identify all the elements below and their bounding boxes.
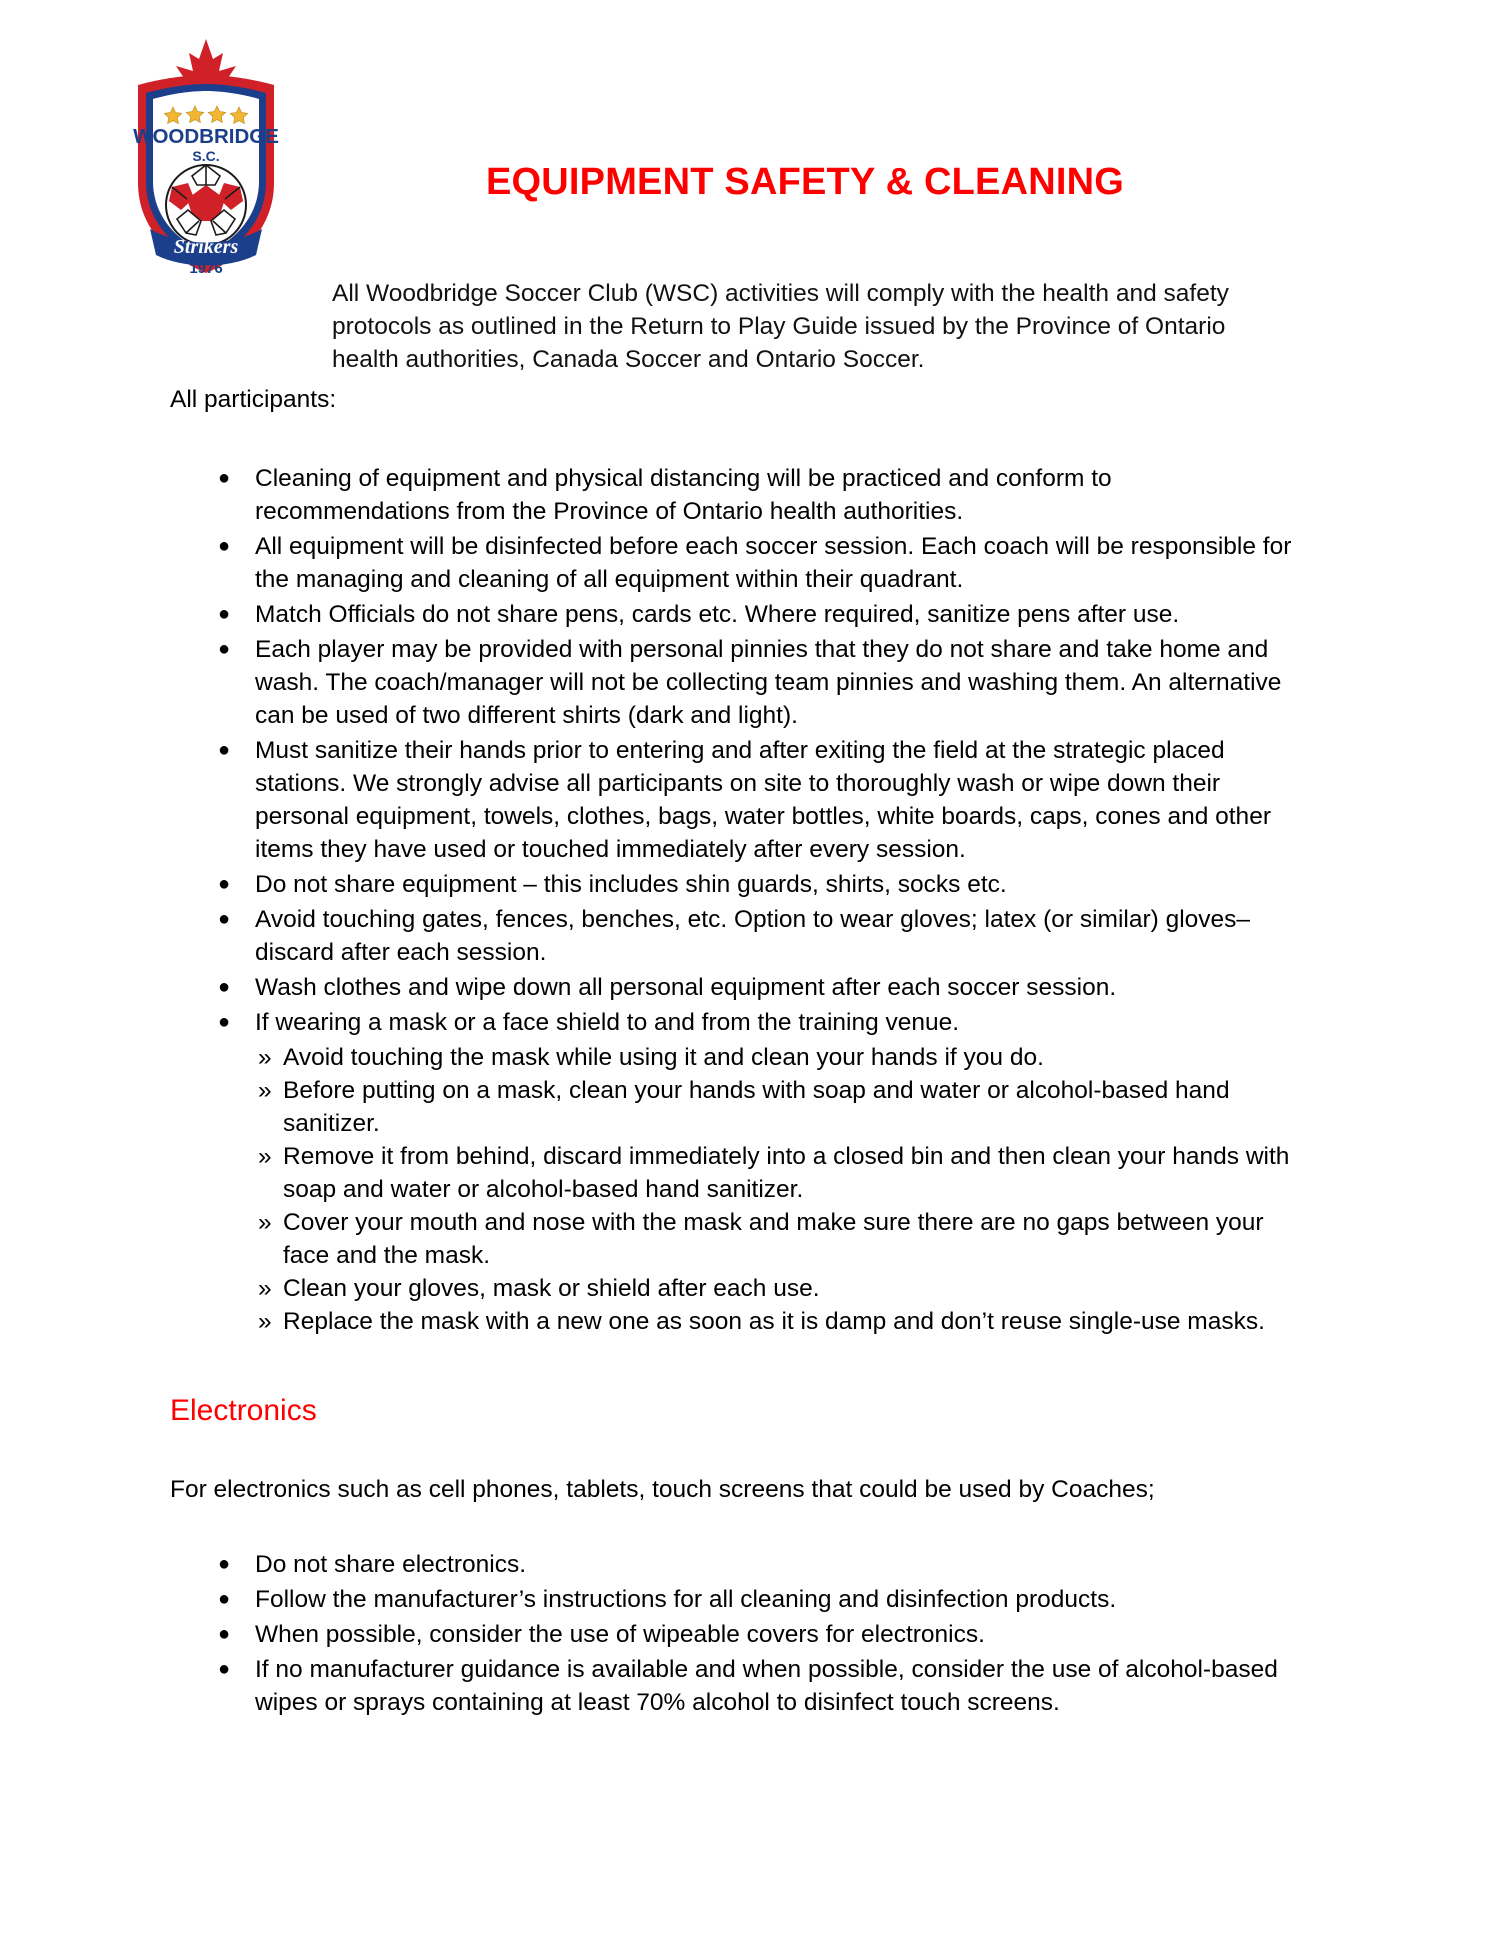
page-title: EQUIPMENT SAFETY & CLEANING	[485, 161, 1125, 204]
sub-list-item	[170, 1074, 1300, 1140]
list-item	[170, 1006, 1300, 1039]
list-item-text: All equipment will be disinfected before each soccer session. Each coach will be responsible for the managing and cleaning of all equipment within their quadrant.	[255, 533, 1292, 593]
double-chevron-icon: »	[258, 1209, 272, 1236]
bullet-dot-icon: ●	[218, 638, 231, 660]
document-body	[170, 383, 1300, 1721]
bullet-dot-icon: ●	[218, 1658, 231, 1680]
bullet-dot-icon: ●	[218, 739, 231, 761]
electronics-intro-paragraph: For electronics such as cell phones, tablets, touch screens that could be used by Coaches;	[170, 1476, 1155, 1503]
list-item-text: Wash clothes and wipe down all personal equipment after each soccer session.	[255, 974, 1117, 1001]
bullet-dot-icon: ●	[218, 976, 231, 998]
list-item	[170, 868, 1300, 901]
list-item-text: If no manufacturer guidance is available and when possible, consider the use of alcohol-based wipes or sprays containing at least 70% alcohol to disinfect touch screens.	[255, 1656, 1278, 1716]
list-item	[170, 598, 1300, 631]
electronics-bullet-list	[170, 1548, 1300, 1719]
logo-club-initials: S.C.	[192, 148, 220, 164]
sub-list-item	[170, 1140, 1300, 1206]
list-item-text: Avoid touching gates, fences, benches, etc. Option to wear gloves; latex (or similar) gloves– discard after each session.	[255, 906, 1251, 966]
list-item	[170, 971, 1300, 1004]
bullet-dot-icon: ●	[218, 1588, 231, 1610]
double-chevron-icon: »	[258, 1308, 272, 1335]
list-item-text: Do not share electronics.	[255, 1551, 526, 1578]
list-item-text: Do not share equipment – this includes shin guards, shirts, socks etc.	[255, 871, 1007, 898]
list-item-text: Must sanitize their hands prior to entering and after exiting the field at the strategic placed stations. We strongly advise all participants on site to thoroughly wash or wipe down their personal equipment, towels, clothes, bags, water bottles, white boards, caps, cones and other items they have used or touched immediately after every session.	[255, 737, 1271, 863]
sub-list-item	[170, 1206, 1300, 1272]
sub-list-item	[170, 1041, 1300, 1074]
participants-bullet-list	[170, 462, 1300, 1039]
list-item	[170, 1548, 1300, 1581]
woodbridge-sc-crest-logo	[122, 33, 290, 278]
list-item	[170, 1583, 1300, 1616]
logo-club-name: WOODBRIDGE	[133, 125, 279, 148]
logo-year: 1976	[189, 260, 223, 277]
double-chevron-icon: »	[258, 1275, 272, 1302]
bullet-dot-icon: ●	[218, 873, 231, 895]
list-item-text: When possible, consider the use of wipeable covers for electronics.	[255, 1621, 985, 1648]
list-item-text: Cleaning of equipment and physical distancing will be practiced and conform to recommendations from the Province of Ontario health authorities.	[255, 465, 1112, 525]
bullet-dot-icon: ●	[218, 908, 231, 930]
list-item	[170, 1618, 1300, 1651]
bullet-dot-icon: ●	[218, 535, 231, 557]
sub-list-item	[170, 1305, 1300, 1338]
list-item-text: Follow the manufacturer’s instructions for all cleaning and disinfection products.	[255, 1586, 1117, 1613]
list-item	[170, 633, 1300, 732]
sub-list-item-text: Before putting on a mask, clean your hands with soap and water or alcohol-based hand sanitizer.	[283, 1077, 1230, 1137]
list-item	[170, 530, 1300, 596]
electronics-section-heading: Electronics	[170, 1394, 317, 1427]
sub-list-item-text: Replace the mask with a new one as soon as it is damp and don’t reuse single-use masks.	[283, 1308, 1265, 1335]
bullet-dot-icon: ●	[218, 603, 231, 625]
bullet-dot-icon: ●	[218, 1553, 231, 1575]
bullet-dot-icon: ●	[218, 1011, 231, 1033]
double-chevron-icon: »	[258, 1044, 272, 1071]
list-item	[170, 1653, 1300, 1719]
sub-list-item-text: Avoid touching the mask while using it and clean your hands if you do.	[283, 1044, 1044, 1071]
mask-subbullet-list	[170, 1041, 1300, 1338]
list-item	[170, 462, 1300, 528]
bullet-dot-icon: ●	[218, 467, 231, 489]
list-item-text: Each player may be provided with personal pinnies that they do not share and take home and wash. The coach/manager will not be collecting team pinnies and washing them. An alternative can be used of two different shirts (dark and light).	[255, 636, 1282, 729]
double-chevron-icon: »	[258, 1143, 272, 1170]
all-participants-label: All participants:	[170, 386, 337, 413]
bullet-dot-icon: ●	[218, 1623, 231, 1645]
list-item	[170, 903, 1300, 969]
sub-list-item-text: Cover your mouth and nose with the mask and make sure there are no gaps between your face and the mask.	[283, 1209, 1264, 1269]
sub-list-item-text: Remove it from behind, discard immediately into a closed bin and then clean your hands with soap and water or alcohol-based hand sanitizer.	[283, 1143, 1290, 1203]
double-chevron-icon: »	[258, 1077, 272, 1104]
logo-banner-text: Strikers	[173, 236, 239, 258]
sub-list-item-text: Clean your gloves, mask or shield after each use.	[283, 1275, 820, 1302]
list-item-text: Match Officials do not share pens, cards etc. Where required, sanitize pens after use.	[255, 601, 1180, 628]
sub-list-item	[170, 1272, 1300, 1305]
list-item	[170, 734, 1300, 866]
intro-paragraph: All Woodbridge Soccer Club (WSC) activities will comply with the health and safety protocols as outlined in the Return to Play Guide issued by the Province of Ontario health authorities, Canada Soccer and Ontario Soccer.	[332, 279, 1229, 373]
list-item-text: If wearing a mask or a face shield to and from the training venue.	[255, 1009, 960, 1036]
